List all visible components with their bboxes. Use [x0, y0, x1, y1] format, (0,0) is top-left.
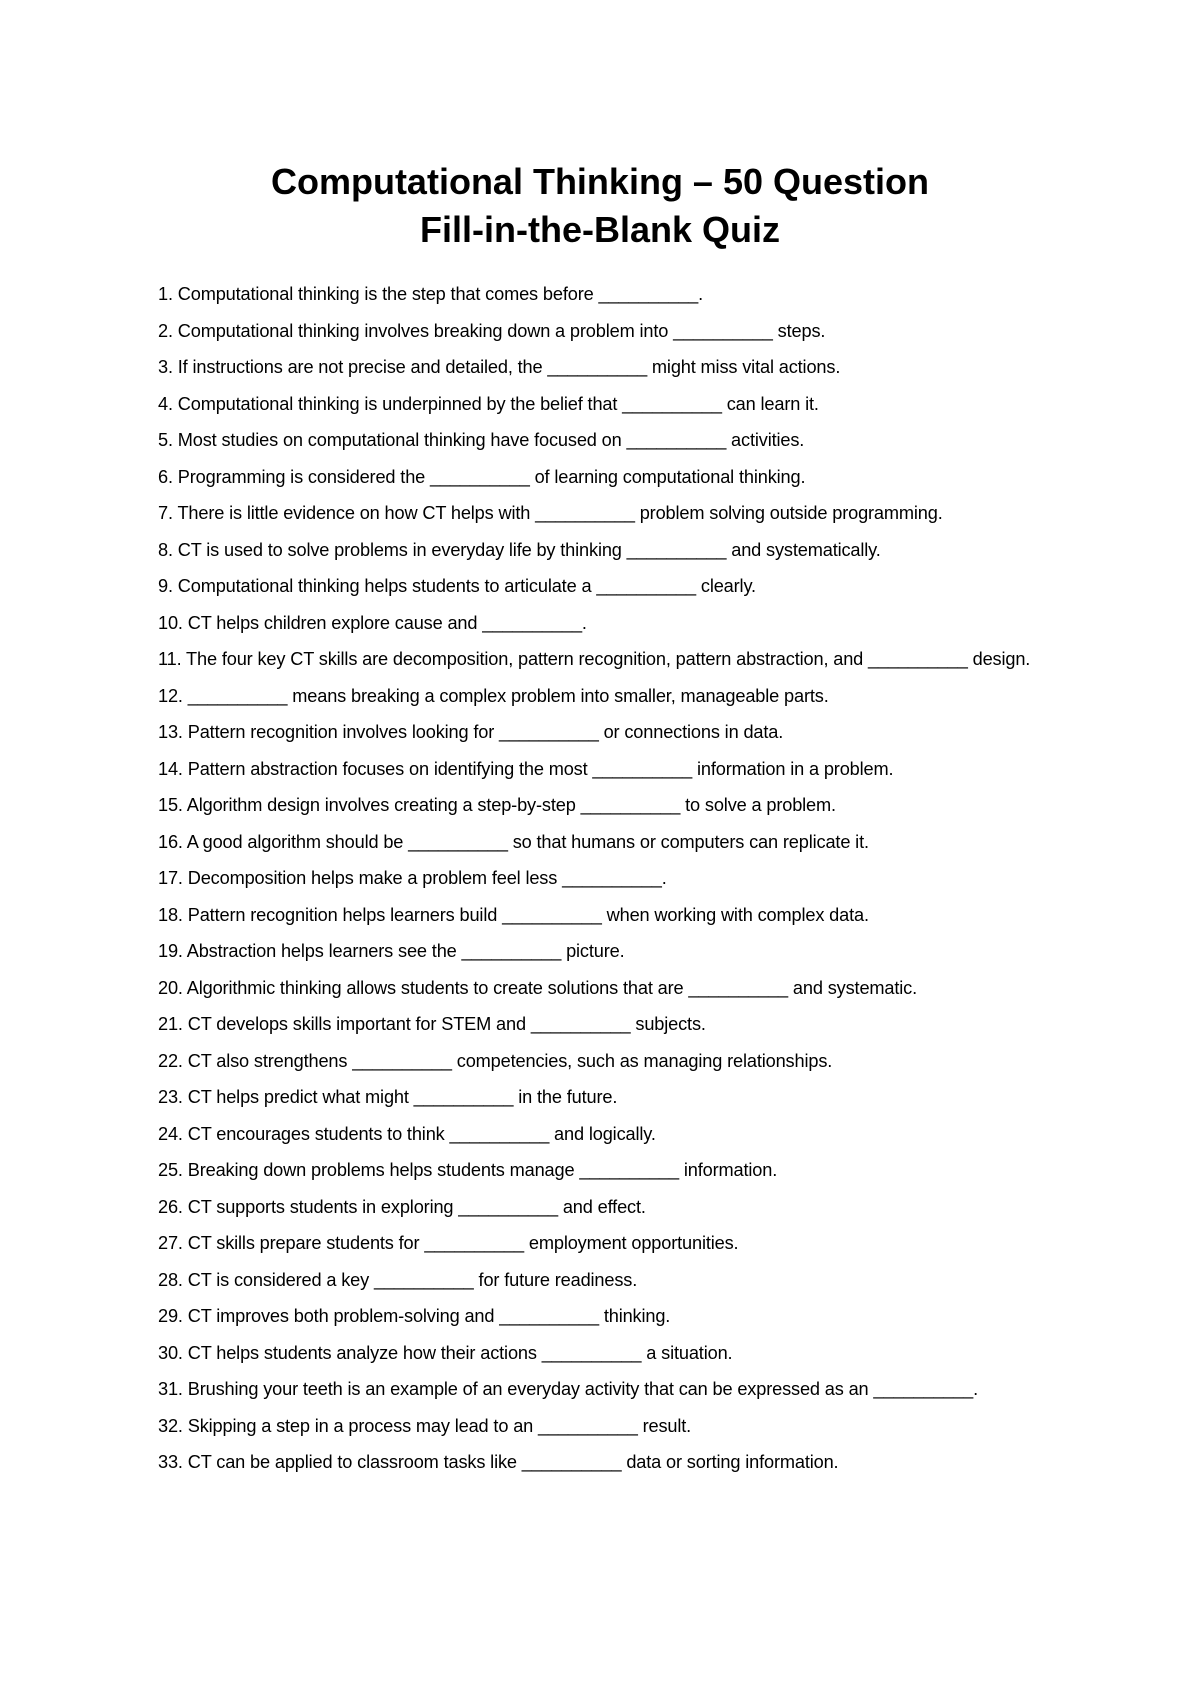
- question-item: 1. Computational thinking is the step that comes before __________.: [158, 284, 704, 304]
- question-item: 32. Skipping a step in a process may lead to an __________ result.: [158, 1415, 692, 1436]
- question-item: 6. Programming is considered the __________ of learning computational thinking.: [158, 466, 806, 487]
- question-item: 24. CT encourages students to think __________ and logically.: [158, 1123, 656, 1144]
- question-item: 11. The four key CT skills are decomposition, pattern recognition, pattern abstraction, and __________ design.: [158, 649, 1031, 669]
- question-item: 30. CT helps students analyze how their actions __________ a situation.: [158, 1342, 733, 1363]
- question-item: 15. Algorithm design involves creating a step-by-step __________ to solve a problem.: [158, 795, 836, 815]
- question-item: 13. Pattern recognition involves looking for __________ or connections in data.: [158, 722, 784, 742]
- question-item: 33. CT can be applied to classroom tasks like __________ data or sorting information.: [158, 1452, 839, 1472]
- question-item: 21. CT develops skills important for STEM and __________ subjects.: [158, 1014, 706, 1034]
- question-item: 23. CT helps predict what might __________ in the future.: [158, 1087, 618, 1107]
- question-item: 4. Computational thinking is underpinned by the belief that __________ can learn it.: [158, 393, 819, 414]
- question-item: 26. CT supports students in exploring __________ and effect.: [158, 1196, 646, 1217]
- question-item: 8. CT is used to solve problems in everyday life by thinking __________ and systematically.: [158, 539, 881, 560]
- question-item: 20. Algorithmic thinking allows students to create solutions that are __________ and systematic.: [158, 977, 918, 998]
- question-item: 19. Abstraction helps learners see the __________ picture.: [158, 941, 625, 961]
- question-item: 29. CT improves both problem-solving and __________ thinking.: [158, 1306, 671, 1326]
- question-item: 9. Computational thinking helps students to articulate a __________ clearly.: [158, 576, 756, 596]
- question-item: 10. CT helps children explore cause and __________.: [158, 612, 587, 633]
- question-item: 17. Decomposition helps make a problem feel less __________.: [158, 868, 667, 888]
- page-title-line-2: Fill-in-the-Blank Quiz: [420, 209, 780, 250]
- page-title: [0, 158, 1200, 254]
- question-item: 25. Breaking down problems helps students manage __________ information.: [158, 1160, 778, 1180]
- question-item: 31. Brushing your teeth is an example of an everyday activity that can be expressed as an __________.: [158, 1379, 978, 1399]
- question-item: 2. Computational thinking involves breaking down a problem into __________ steps.: [158, 320, 826, 341]
- question-item: 16. A good algorithm should be __________ so that humans or computers can replicate it.: [158, 831, 869, 852]
- question-item: 5. Most studies on computational thinking have focused on __________ activities.: [158, 430, 805, 450]
- question-item: 22. CT also strengthens __________ competencies, such as managing relationships.: [158, 1050, 833, 1071]
- question-item: 18. Pattern recognition helps learners build __________ when working with complex data.: [158, 904, 869, 925]
- question-item: 7. There is little evidence on how CT helps with __________ problem solving outside programming.: [158, 503, 943, 523]
- question-item: 28. CT is considered a key __________ for future readiness.: [158, 1269, 638, 1290]
- question-item: 3. If instructions are not precise and detailed, the __________ might miss vital actions.: [158, 357, 841, 377]
- question-item: 27. CT skills prepare students for __________ employment opportunities.: [158, 1233, 739, 1253]
- question-item: 14. Pattern abstraction focuses on identifying the most __________ information in a problem.: [158, 758, 894, 779]
- question-item: 12. __________ means breaking a complex problem into smaller, manageable parts.: [158, 685, 829, 706]
- page-title-line-1: Computational Thinking – 50 Question: [270, 161, 930, 202]
- question-list: [158, 282, 1078, 1487]
